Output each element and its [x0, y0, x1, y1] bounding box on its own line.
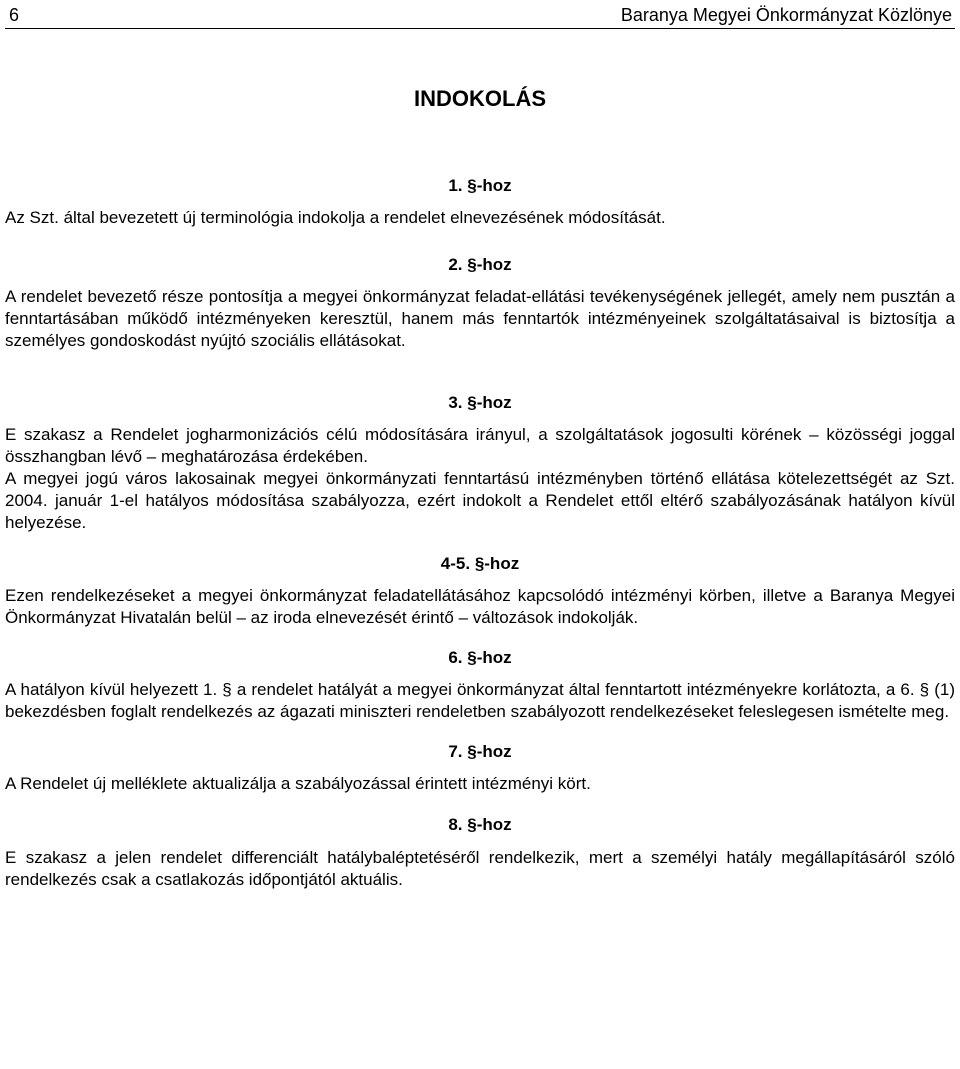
section-4-5-paragraph: Ezen rendelkezéseket a megyei önkormányzat feladatellátásához kapcsolódó intézményi körben, illetve a Baranya Megyei Önkormányzat Hivatalán belül – az iroda elnevezését érintő – változások indokolják. [5, 586, 955, 627]
section-7-paragraph: A Rendelet új melléklete aktualizálja a szabályozással érintett intézményi kört. [5, 774, 591, 793]
publication-title: Baranya Megyei Önkormányzat Közlönye [620, 5, 952, 25]
section-3-paragraph-2: A megyei jogú város lakosainak megyei önkormányzati fenntartású intézményben történő ellátása kötelezettségét az Szt. 2004. január 1-el hatályos módosítása szabályozza, ezért indokolt a Rendelet ettől eltérő szabályozásának hatályon kívül helyezése. [5, 469, 955, 532]
section-heading-6: 6. §-hoz [448, 648, 512, 667]
section-1-paragraph: Az Szt. által bevezetett új terminológia indokolja a rendelet elnevezésének módosítását. [5, 208, 666, 227]
section-heading-1: 1. §-hoz [448, 176, 512, 195]
section-heading-3: 3. §-hoz [448, 393, 512, 412]
section-heading-8: 8. §-hoz [448, 815, 512, 834]
section-heading-7: 7. §-hoz [448, 742, 512, 761]
section-8-paragraph: E szakasz a jelen rendelet differenciált hatálybaléptetéséről rendelkezik, mert a személyi hatály megállapításáról szóló rendelkezés csak a csatlakozás időpontjától aktuális. [5, 848, 955, 889]
document-title: INDOKOLÁS [414, 86, 546, 111]
section-heading-4-5: 4-5. §-hoz [440, 554, 520, 573]
section-2-paragraph: A rendelet bevezető része pontosítja a megyei önkormányzat feladat-ellátási tevékenységének jellegét, amely nem pusztán a fenntartásában működő intézményeken keresztül, hanem más fenntartók intézményeinek szolgáltatásaival is biztosítja a személyes gondoskodást nyújtó szociális ellátásokat. [5, 287, 955, 350]
section-heading-2: 2. §-hoz [448, 255, 512, 274]
section-3-paragraph-1: E szakasz a Rendelet jogharmonizációs célú módosítására irányul, a szolgáltatások jogosulti körének – közösségi joggal összhangban lévő – meghatározása érdekében. [5, 425, 955, 466]
section-6-paragraph: A hatályon kívül helyezett 1. § a rendelet hatályát a megyei önkormányzat által fenntartott intézményekre korlátozta, a 6. § (1) bekezdésben foglalt rendelkezés az ágazati miniszteri rendeletben szabályozott rendelkezéseket feleslegesen ismételte meg. [5, 680, 955, 721]
page-number: 6 [9, 5, 20, 25]
page-header [5, 0, 955, 29]
